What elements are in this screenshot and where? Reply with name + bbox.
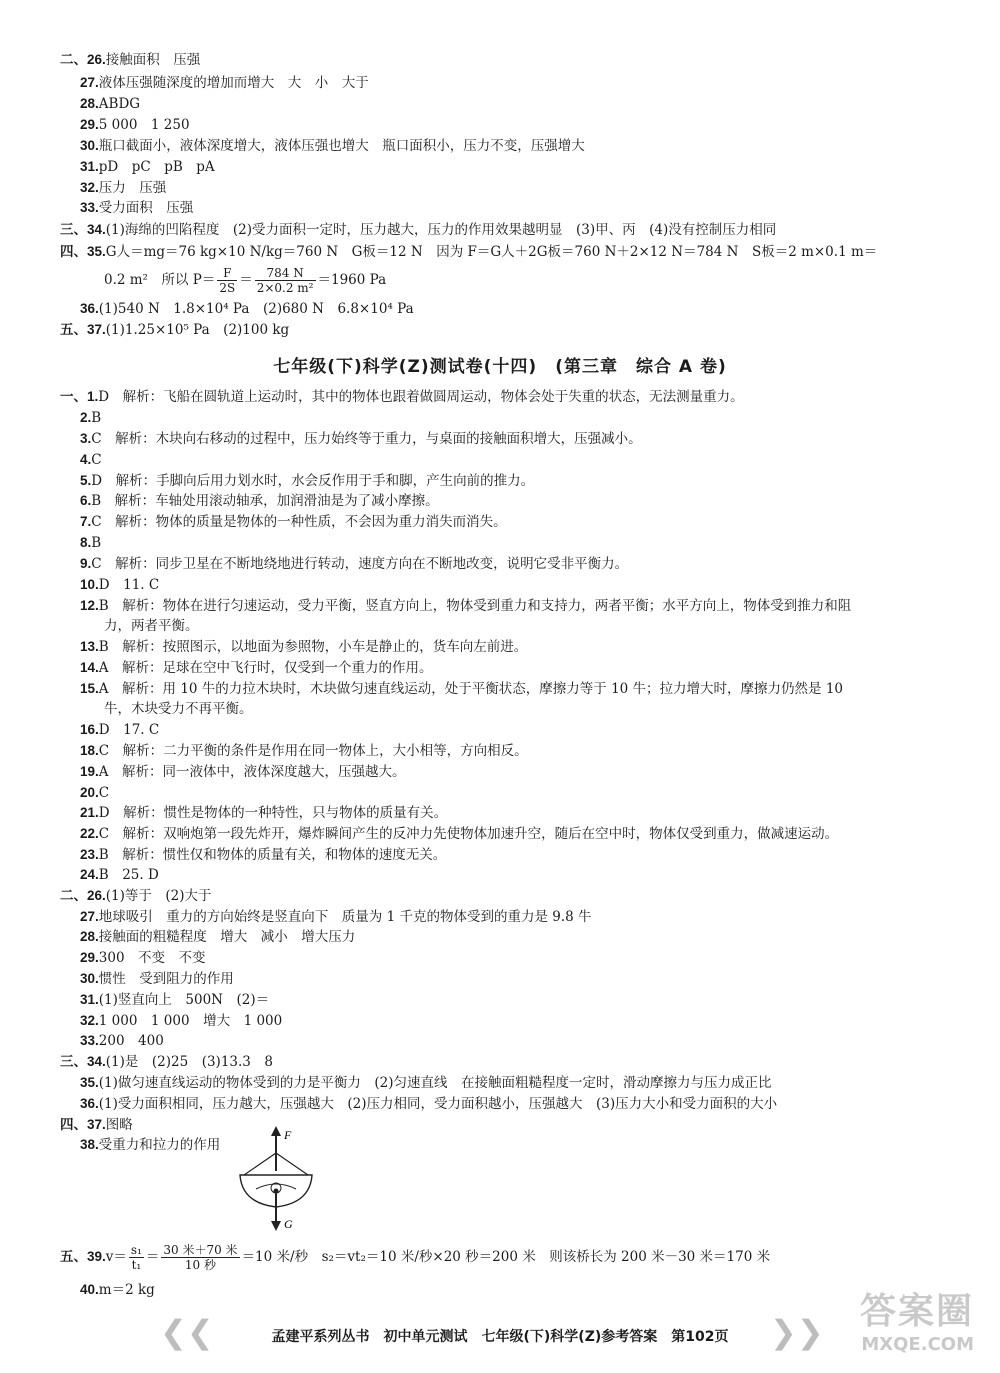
answer-line: 16.D 17. C (80, 722, 160, 738)
page-footer: 孟建平系列丛书 初中单元测试 七年级(下)科学(Z)参考答案 第102页 (271, 1329, 729, 1345)
answer-line: 30.瓶口截面小，液体深度增大，液体压强也增大 瓶口面积小，压力不变，压强增大 (80, 138, 585, 154)
answer-line: 36.(1)受力面积相同，压力越大，压强越大 (2)压力相同，受力面积越小，压强越大 (3)压力大小和受力面积的大小 (80, 1096, 778, 1112)
answer-line: 5.D 解析：手脚向后用力划水时，水会反作用于手和脚，产生向前的推力。 (80, 473, 535, 489)
answer-line: 35.(1)做匀速直线运动的物体受到的力是平衡力 (2)匀速直线 在接触面粗糙程度一定时，滑动摩擦力与压力成正比 (80, 1075, 772, 1091)
answer-line: 40.m＝2 kg (80, 1282, 155, 1298)
watermark-logo: 答案圈 (859, 1291, 974, 1332)
answer-line: 四、35.G人＝mg＝76 kg×10 N/kg＝760 N G板＝12 N 因为 F＝G人＋2G板＝760 N＋2×12 N＝784 N S板＝2 m×0.1 m＝ (60, 244, 878, 260)
answer-line: 23.B 解析：惯性仅和物体的质量有关，和物体的速度无关。 (80, 847, 447, 863)
answer-line: 18.C 解析：二力平衡的条件是作用在同一物体上，大小相等，方向相反。 (80, 743, 528, 759)
answer-line: 三、34.(1)海绵的凹陷程度 (2)受力面积一定时，压力越大，压力的作用效果越明显 (3)甲、丙 (4)没有控制压力相同 (60, 222, 777, 238)
force-label-f: F (284, 1128, 292, 1142)
answer-line: 32.压力 压强 (80, 180, 167, 196)
answer-line: 24.B 25. D (80, 867, 159, 883)
answer-line: 36.(1)540 N 1.8×10⁴ Pa (2)680 N 6.8×10⁴ Pa (80, 301, 414, 317)
answer-line: 6.B 解析：车轴处用滚动轴承，加润滑油是为了减小摩擦。 (80, 493, 439, 509)
bowl-inner-curve (256, 1184, 296, 1189)
answer-line: 33.受力面积 压强 (80, 200, 194, 216)
answer-line: 27.液体压强随深度的增加而增大 大 小 大于 (80, 75, 369, 91)
force-label-g: G (284, 1217, 293, 1231)
answer-line: 15.A 解析：用 10 牛的力拉木块时，木块做匀速直线运动，处于平衡状态，摩擦力等于 10 牛；拉力增大时，摩擦力仍然是 10 (80, 681, 844, 697)
answer-line: 四、37.图略 (60, 1117, 133, 1133)
answer-line: 29.5 000 1 250 (80, 117, 190, 133)
string-right (276, 1153, 308, 1175)
answer-line: 二、26.接触面积 压强 (60, 52, 201, 68)
string-left (244, 1153, 276, 1175)
answer-line: 二、26.(1)等于 (2)大于 (60, 888, 212, 904)
force-diagram (230, 1125, 340, 1235)
section-title: 七年级(下)科学(Z)测试卷(十四) (第三章 综合 A 卷) (273, 357, 727, 377)
answer-line: 4.C (80, 452, 102, 468)
answer-line: 2.B (80, 410, 102, 426)
fraction: $\frac{\text{30 米＋70 米}}{\text{10 秒}}$ (163, 1243, 238, 1272)
answer-line: 7.C 解析：物体的质量是物体的一种性质，不会因为重力消失而消失。 (80, 514, 507, 530)
answer-line: 31.(1)竖直向上 500N (2)＝ (80, 992, 270, 1008)
answer-line: 19.A 解析：同一液体中，液体深度越大，压强越大。 (80, 764, 406, 780)
answer-line: 13.B 解析：按照图示，以地面为参照物，小车是静止的，货车向左前进。 (80, 639, 528, 655)
arrowhead-up-icon (271, 1126, 281, 1136)
answer-line: 28.接触面的粗糙程度 增大 减小 增大压力 (80, 929, 356, 945)
answer-line: 一、1.D 解析：飞船在圆轨道上运动时，其中的物体也跟着做圆周运动，物体会处于失重的状态，无法测量重力。 (60, 389, 744, 405)
answer-line: 28.ABDG (80, 96, 141, 112)
answer-line: 30.惯性 受到阻力的作用 (80, 971, 234, 987)
answer-line: 33.200 400 (80, 1033, 164, 1049)
answer-line: 3.C 解析：木块向右移动的过程中，压力始终等于重力，与桌面的接触面积增大，压强减小。 (80, 431, 642, 447)
fraction: $\frac{784 N}{\text{2×0.2 m²}}$ (256, 266, 314, 295)
answer-line: 12.B 解析：物体在进行匀速运动，受力平衡，竖直方向上，物体受到重力和支持力，两者平衡；水平方向上，物体受到推力和阻 (80, 598, 852, 614)
answer-line: 32.1 000 1 000 增大 1 000 (80, 1013, 283, 1029)
answer-line-q35-cont: 0.2 m² 所以 P＝ $\frac{F}{2S}$ ＝ $\frac{784 N}{\text{2×0.2 m²}}$ ＝1960 Pa (104, 266, 387, 295)
answer-line: 力，两者平衡。 (104, 618, 199, 634)
answer-line: 8.B (80, 535, 102, 551)
watermark-url: MXQE.COM (861, 1334, 974, 1355)
fraction: $\frac{\text{s₁}}{\text{t₁}}$ (130, 1243, 142, 1272)
watermark (860, 1283, 974, 1355)
answer-line: 牛，木块受力不再平衡。 (104, 701, 253, 717)
answer-line: 27.地球吸引 重力的方向始终是竖直向下 质量为 1 千克的物体受到的重力是 9.8 牛 (80, 909, 592, 925)
answer-line: 22.C 解析：双响炮第一段先炸开，爆炸瞬间产生的反冲力先使物体加速升空，随后在空中时，物体仅受到重力，做减速运动。 (80, 826, 839, 842)
fraction: $\frac{F}{2S}$ (219, 266, 236, 295)
answer-line-q39: 五、39.v＝ $\frac{\text{s₁}}{\text{t₁}}$ ＝ $\frac{\text{30 米＋70 米}}{\text{10 秒}}$ ＝10 米/秒 s₂＝vt₂＝10 米/秒×20 秒＝200 米 则该桥长为 200 米－30 米＝170 米 (60, 1243, 771, 1272)
answer-line: 21.D 解析：惯性是物体的一种特性，只与物体的质量有关。 (80, 805, 448, 821)
answer-line: 31.pD pC pB pA (80, 159, 215, 175)
arrowhead-down-icon (271, 1221, 281, 1231)
prev-page-icon: ❮❮ (160, 1313, 214, 1351)
answer-line: 29.300 不变 不变 (80, 950, 206, 966)
answer-line: 三、34.(1)是 (2)25 (3)13.3 8 (60, 1054, 273, 1070)
answer-line: 14.A 解析：足球在空中飞行时，仅受到一个重力的作用。 (80, 660, 433, 676)
answer-line: 9.C 解析：同步卫星在不断地绕地进行转动，速度方向在不断地改变，说明它受非平衡力。 (80, 556, 629, 572)
next-page-icon: ❯❯ (770, 1313, 824, 1351)
answer-line: 10.D 11. C (80, 577, 160, 593)
answer-line: 20.C (80, 785, 110, 801)
answer-line: 38.受重力和拉力的作用 (80, 1137, 221, 1153)
answer-line: 五、37.(1)1.25×10⁵ Pa (2)100 kg (60, 322, 290, 338)
